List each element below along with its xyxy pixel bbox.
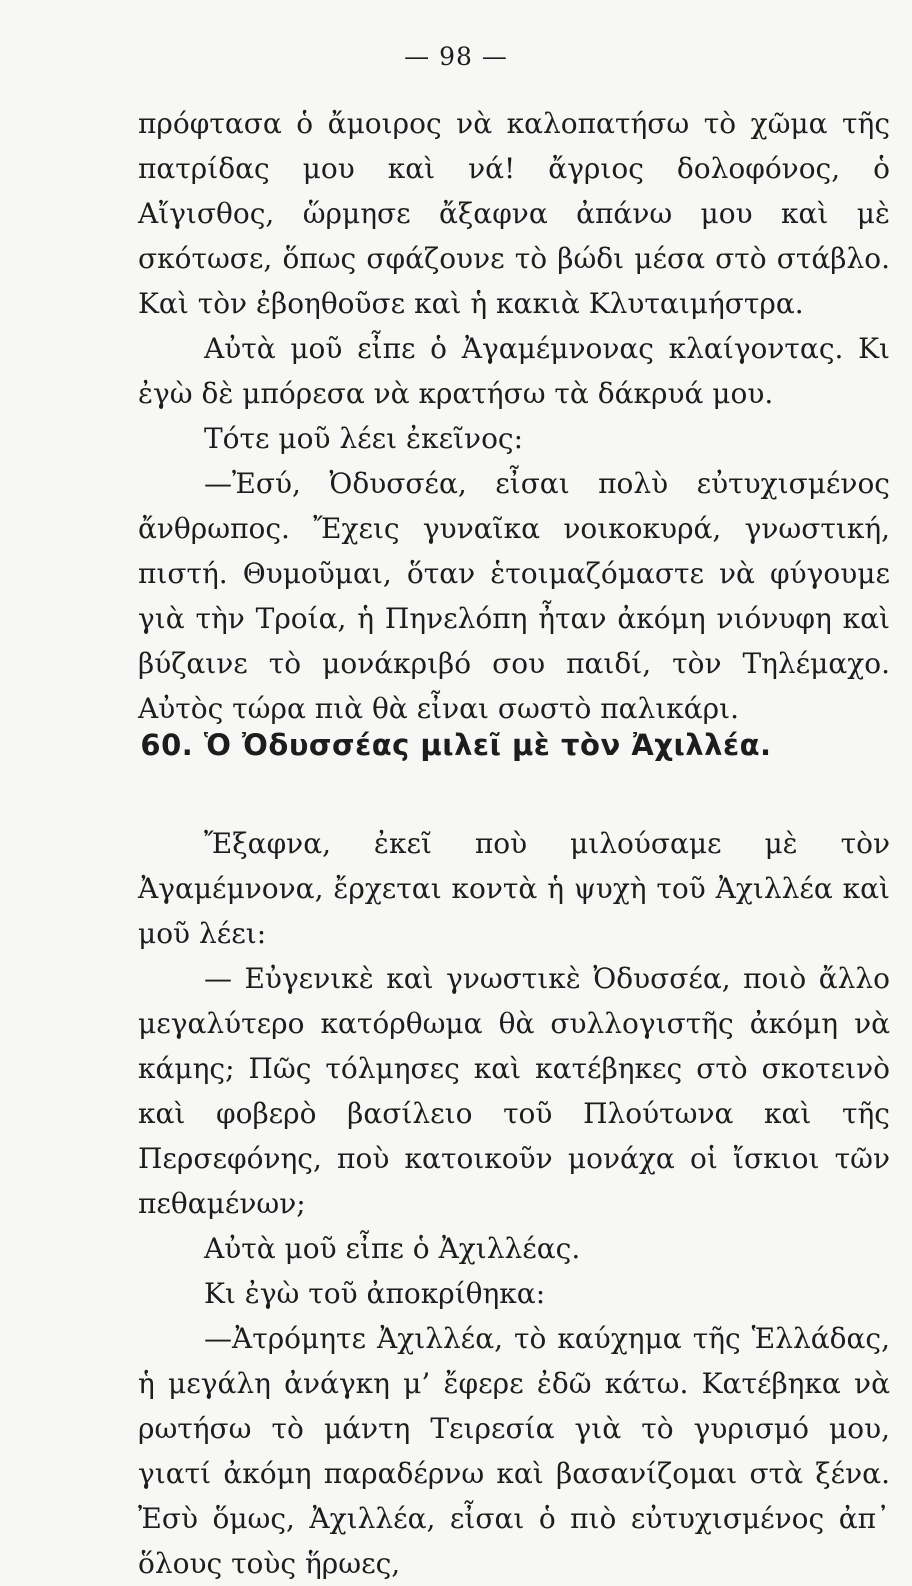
page-number: — 98 — bbox=[404, 42, 508, 71]
paragraph: πρόφτασα ὁ ἄμοιρος νὰ καλοπατήσω τὸ χῶμα τῆς πατρίδας μου καὶ νά! ἄγριος δολοφόνος, ὁ Αἴγισθος, ὥρμησε ἄξαφνα ἀπάνω μου καὶ μὲ σκότωσε, ὅπως σφάζουνε τὸ βώδι μέσα στὸ στάβλο. Καὶ τὸν ἐβοηθοῦσε καὶ ἡ κακιὰ Κλυταιμήστρα. bbox=[138, 107, 890, 320]
paragraph: Ἔξαφνα, ἐκεῖ ποὺ μιλούσαμε μὲ τὸν Ἀγαμέμνονα, ἔρχεται κοντὰ ἡ ψυχὴ τοῦ Ἀχιλλέα καὶ μοῦ λέει: bbox=[138, 827, 890, 950]
dialogue-paragraph: — Εὐγενικὲ καὶ γνωστικὲ Ὀδυσσέα, ποιὸ ἄλλο μεγαλύτερο κατόρθωμα θὰ συλλογιστῆς ἀκόμη νὰ κάμης; Πῶς τόλμησες καὶ κατέβηκες στὸ σκοτεινὸ καὶ φοβερὸ βασίλειο τοῦ Πλούτωνα καὶ τῆς Περσεφόνης, ποὺ κατοικοῦν μονάχα οἱ ἴσκιοι τῶν πεθαμένων; bbox=[138, 962, 890, 1220]
section-2-text bbox=[138, 821, 890, 1586]
paragraph: Κι ἐγὼ τοῦ ἀποκρίθηκα: bbox=[204, 1277, 546, 1310]
paragraph: Αὐτὰ μοῦ εἶπε ὁ Ἀχιλλέας. bbox=[204, 1232, 581, 1265]
paragraph: Αὐτὰ μοῦ εἶπε ὁ Ἀγαμέμνονας κλαίγοντας. Κι ἐγὼ δὲ μπόρεσα νὰ κρατήσω τὰ δάκρυά μου. bbox=[138, 332, 890, 410]
dialogue-paragraph: —Ἐσύ, Ὀδυσσέα, εἶσαι πολὺ εὐτυχισμένος ἄνθρωπος. Ἔχεις γυναῖκα νοικοκυρά, γνωστική, πιστή. Θυμοῦμαι, ὅταν ἑτοιμαζόμαστε νὰ φύγουμε γιὰ τὴν Τροία, ἡ Πηνελόπη ἦταν ἀκόμη νιόνυφη καὶ βύζαινε τὸ μονάκριβό σου παιδί, τὸν Τηλέμαχο. Αὐτὸς τώρα πιὰ θὰ εἶναι σωστὸ παλικάρι. bbox=[138, 467, 890, 725]
chapter-heading: 60. Ὁ Ὀδυσσέας μιλεῖ μὲ τὸν Ἀχιλλέα. bbox=[140, 728, 772, 762]
paragraph: Τότε μοῦ λέει ἐκεῖνος: bbox=[204, 422, 524, 455]
section-1-text bbox=[138, 101, 890, 731]
dialogue-paragraph: —Ἀτρόμητε Ἀχιλλέα, τὸ καύχημα τῆς Ἑλλάδας, ἡ μεγάλη ἀνάγκη μ’ ἔφερε ἐδῶ κάτω. Κατέβηκα νὰ ρωτήσω τὸ μάντη Τειρεσία γιὰ τὸ γυρισμό μου, γιατί ἀκόμη παραδέρνω καὶ βασανίζομαι στὰ ξένα. Ἐσὺ ὅμως, Ἀχιλλέα, εἶσαι ὁ πιὸ εὐτυχισμένος ἀπ᾽ ὅλους τοὺς ἥρωες, bbox=[138, 1322, 890, 1580]
